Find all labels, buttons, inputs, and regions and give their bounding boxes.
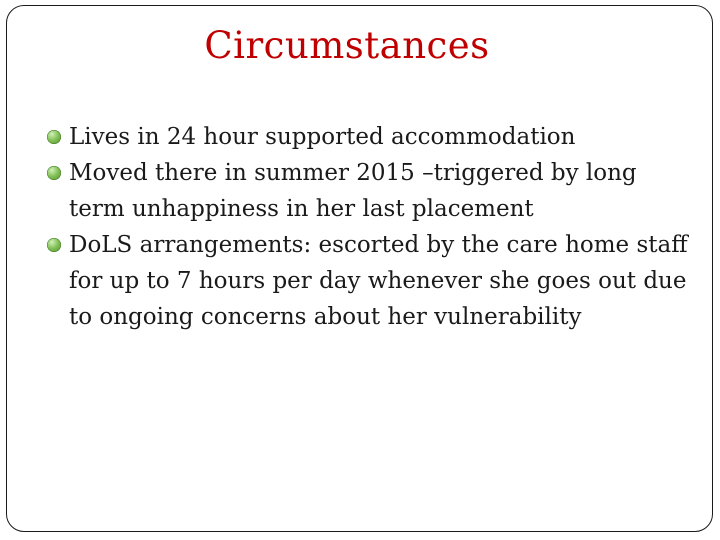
bullet-text: DoLS arrangements: escorted by the care home staff for up to 7 hours per day whenever she goes out due to ongoing concerns about her vulnerability bbox=[69, 232, 688, 330]
bullet-item bbox=[47, 119, 697, 155]
slide-frame bbox=[6, 5, 713, 532]
slide-title: Circumstances bbox=[204, 24, 490, 67]
green-bullet-icon bbox=[47, 130, 61, 144]
bullet-item bbox=[47, 155, 697, 227]
green-bullet-icon bbox=[47, 238, 61, 252]
bullet-text: Moved there in summer 2015 –triggered by long term unhappiness in her last placement bbox=[69, 160, 637, 222]
bullet-text: Lives in 24 hour supported accommodation bbox=[69, 124, 576, 150]
bullet-item bbox=[47, 227, 697, 335]
green-bullet-icon bbox=[47, 166, 61, 180]
bullet-list bbox=[47, 119, 697, 335]
